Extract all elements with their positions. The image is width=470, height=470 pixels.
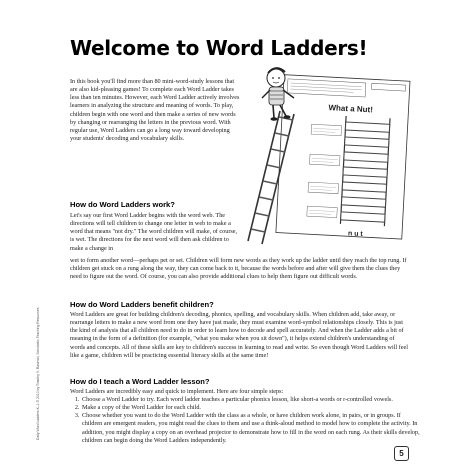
list-item: 2. Make a copy of the Word Ladder for each child. xyxy=(81,404,421,412)
page-number: 5 xyxy=(394,446,409,461)
list-item: 3. Choose whether you want to do the Word Ladder with the class as a whole, or have children work alone, in pairs, or in groups. If children are emergent readers, you might read the clues to them and use a think-aloud method to model how to complete the activity. In addition, you might display a copy on an overhead projector to demonstrate how to fill in the word on each rung. As their skills develop, children can begin doing the Word Ladders independently. xyxy=(81,412,421,445)
page-title: Welcome to Word Ladders! xyxy=(70,36,368,60)
intro-paragraph: In this book you'll find more than 80 mini-word-study lessons that are also kid-pleasing games! To complete each Word Ladder takes less than ten minutes. However, each Word Ladder actively involves learners in analyzing the structure and meaning of words. To play, children begin with one word and then make a series of new words by changing or rearranging the letters in the previous word. With regular use, Word Ladders can go a long way toward developing your students' decoding and vocabulary skills. xyxy=(70,78,240,143)
teach-intro-paragraph: Word Ladders are incredibly easy and quick to implement. Here are four simple steps: xyxy=(70,388,284,395)
list-item: 1. Choose a Word Ladder to try. Each word ladder teaches a particular phonics lesson, like short-a words or r-controlled vowels. xyxy=(81,396,421,404)
worksheet-sheet xyxy=(276,75,410,240)
word-ladder-illustration xyxy=(240,56,414,246)
section-heading-benefit: How do Word Ladders benefit children? xyxy=(70,300,214,309)
section-heading-how-work: How do Word Ladders work? xyxy=(70,200,175,209)
how-work-paragraph-start: Let's say our first Word Ladder begins with the word web. The directions will tell children to change one letter in web to make a word that means "not dry." The word children will make, of course, is wet. The directions for the next word will then ask children to make a change in xyxy=(70,212,238,252)
benefit-paragraph: Word Ladders are great for building children's decoding, phonics, spelling, and vocabulary skills. When children add, take away, or rearrange letters to make a new word from one they have just made, they must examine word-symbol relationships closely. This is just the kind of analysis that all children need to do in order to learn how to decode and spell accurately. And when the Ladder adds a bit of meaning in the form of a definition (for example, "what you make when you sit down"), it helps extend children's understanding of words and concepts. All of these skills are key to children's success in learning to read and write. So even though Word Ladders will feel like a game, children will be practicing essential literacy skills at the same time! xyxy=(70,311,408,359)
teach-steps-list xyxy=(70,396,421,445)
ladder-start-word: n u t xyxy=(347,230,363,239)
how-work-paragraph-end: wet to form another word—perhaps pet or set. Children will form new words as they work up the ladder until they reach the top rung. If children get stuck on a rung along the way, they can come back to it, because the words before and after will give them the clues they need to figure out the word. Of course, you can also provide additional clues to help them figure out difficult words. xyxy=(70,257,407,281)
worksheet-header: What a Nut! xyxy=(328,103,374,115)
spine-copyright: Daily Word Ladders K–1 © 2010 by Timothy V. Rasinski, Scholastic Teaching Resources xyxy=(36,307,40,440)
section-heading-teach: How do I teach a Word Ladder lesson? xyxy=(70,377,210,386)
